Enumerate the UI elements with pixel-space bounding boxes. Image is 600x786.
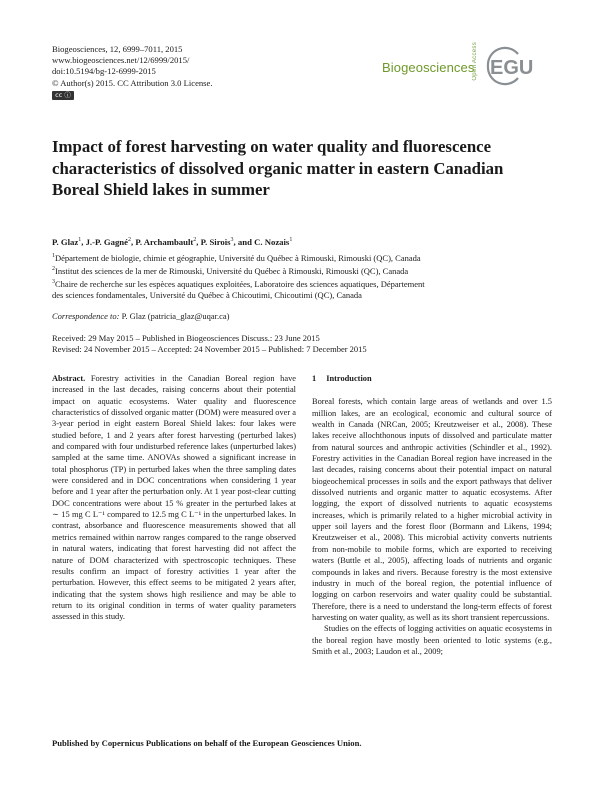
section-number: 1	[312, 374, 317, 383]
affiliations	[52, 251, 552, 301]
egu-logo-text: EGU	[490, 57, 534, 79]
author-affiliation-mark: 1	[289, 237, 293, 244]
author-name: P. Sirois	[200, 237, 231, 247]
abstract-label: Abstract.	[52, 374, 86, 383]
author-separator: ,	[130, 237, 136, 247]
correspondence-label: Correspondence to:	[52, 311, 120, 321]
doi[interactable]: doi:10.5194/bg-12-6999-2015	[52, 66, 156, 77]
introduction	[312, 373, 552, 657]
correspondence-email[interactable]: P. Glaz (patricia_glaz@uqar.ca)	[121, 311, 230, 321]
section-heading	[312, 373, 552, 384]
egu-logo-icon	[484, 44, 546, 86]
article-url[interactable]: www.biogeosciences.net/12/6999/2015/	[52, 55, 190, 66]
affiliation-mark: 2	[52, 266, 55, 273]
author-affiliation-mark: 1	[78, 237, 82, 244]
author-name: P. Glaz	[52, 237, 79, 247]
section-title: Introduction	[326, 374, 372, 383]
author-name: J.-P. Gagné	[85, 237, 128, 247]
affiliation-text: Institut des sciences de la mer de Rimouski, Université du Québec à Rimouski, Rimouski (QC), Canada	[55, 265, 409, 276]
affiliation-line	[52, 264, 552, 277]
publisher-footer: Published by Copernicus Publications on behalf of the European Geosciences Union.	[52, 738, 362, 748]
open-access-label: Open Access	[472, 42, 478, 81]
cc-license-icon[interactable]: cc ⓘ	[52, 91, 74, 100]
abstract	[52, 373, 296, 623]
affiliation-text: des sciences fondamentales, Université du Québec à Chicoutimi, Chicoutimi (QC), Canada	[52, 290, 362, 301]
affiliation-line	[52, 251, 552, 264]
dates-line: Revised: 24 November 2015 – Accepted: 24 November 2015 – Published: 7 December 2015	[52, 344, 367, 355]
affiliation-mark: 3	[52, 279, 55, 286]
correspondence	[52, 311, 229, 321]
article-meta	[52, 44, 213, 100]
author-separator: ,	[81, 237, 86, 247]
intro-paragraph: Studies on the effects of logging activities on aquatic ecosystems in the boreal region have mostly been oriented to lotic systems (e.g., Smith et al., 2003; Laudon et al., 2009;	[312, 624, 552, 656]
publication-dates	[52, 333, 367, 356]
dates-line: Received: 29 May 2015 – Published in Biogeosciences Discuss.: 23 June 2015	[52, 333, 320, 343]
affiliation-text: Chaire de recherche sur les espèces aquatiques exploitées, Laboratoire des sciences aquatiques, Département	[55, 278, 425, 289]
author-name: C. Nozais	[254, 237, 290, 247]
author-separator: , and	[233, 237, 255, 247]
author-affiliation-mark: 2	[193, 237, 197, 244]
journal-name: Biogeosciences	[382, 60, 475, 75]
affiliation-line	[52, 290, 552, 301]
affiliation-mark: 1	[52, 253, 55, 259]
author-separator: ,	[196, 237, 201, 247]
author-name: P. Archambault	[135, 237, 194, 247]
intro-paragraph: Boreal forests, which contain large areas of wetlands and over 1.5 million lakes, are an ecological, economic and cultural source of wealth in Canada (NRCan, 2005; Kreutzweiser et al., 2008). These lakes receive allochthonous inputs of dissolved and particulate matter from natural sources and anthropic activities (Schindler et al., 1992). Forestry activities in the Canadian Boreal region have increased in the last decades, raising concerns about their potential impact on natural biogeochemical processes in soils and the export pathways that deliver dissolved nutrients and organic matter to aquatic ecosystems. After logging, the export of dissolved nutrients to aquatic ecosystems increases, which is primarily related to a higher microbial activity in upper soil layers and the forest floor (Bormann and Likens, 1994; Kreutzweiser et al., 2008). This microbial activity converts nutrients from non-mobile to mobile forms, which are exported to receiving waters (Buttle et al., 2005), affecting loads of nutrients and organic compounds in lakes and rivers. Because forestry is the most extensive industry in much of the boreal region, the potential influence of logging on carbon reservoirs and water quality could be substantial. Therefore, there is a need to understand the long-term effects of forest harvesting on water quality, as well as its short transient repercussions.	[312, 397, 552, 622]
citation: Biogeosciences, 12, 6999–7011, 2015	[52, 44, 183, 54]
abstract-text: Forestry activities in the Canadian Boreal region have increased in the last decades, raising concerns about their potential impact on aquatic ecosystems. Water quality and fluorescence characteristics of dissolved organic matter (DOM) were measured over a 3-year period in eight eastern Boreal Shield lakes: four lakes were studied before, 1 and 2 years after forest harvesting (perturbed lakes) and compared with four undisturbed reference lakes (unperturbed lakes) sampled at the same time. ANOVAs showed a significant increase in total phosphorus (TP) in perturbed lakes when the three sampling dates were considered and in DOC concentrations when considering 1 year before and 1 year after the perturbation only. At 1 year post-clear cutting DOC concentrations were about 15 % greater in the perturbed lakes at ∼ 15 mg C L⁻¹ compared to 12.5 mg C L⁻¹ in the unperturbed lakes. In contrast, absorbance and fluorescence measurements showed that all metrics remained within narrow ranges compared to the range observed in natural waters, indicating that forest harvesting did not affect the nature of DOM characterized with spectroscopic techniques. These results confirm an impact of forestry activities 1 year after the perturbation. However, this effect seems to be mitigated 2 years after, indicating that the system shows high resilience and may be able to return to its original condition in terms of water quality parameters assessed in this study.	[52, 374, 296, 622]
paper-title: Impact of forest harvesting on water quality and fluorescence characteristics of dissolved organic matter in eastern Canadian Boreal Shield lakes in summer	[52, 137, 504, 199]
affiliation-line	[52, 277, 552, 290]
author-affiliation-mark: 3	[230, 237, 234, 244]
affiliation-text: Département de biologie, chimie et géographie, Université du Québec à Rimouski, Rimouski (QC), Canada	[55, 252, 421, 263]
license-line: © Author(s) 2015. CC Attribution 3.0 License.	[52, 77, 213, 88]
author-affiliation-mark: 2	[127, 237, 131, 244]
author-list	[52, 237, 292, 247]
